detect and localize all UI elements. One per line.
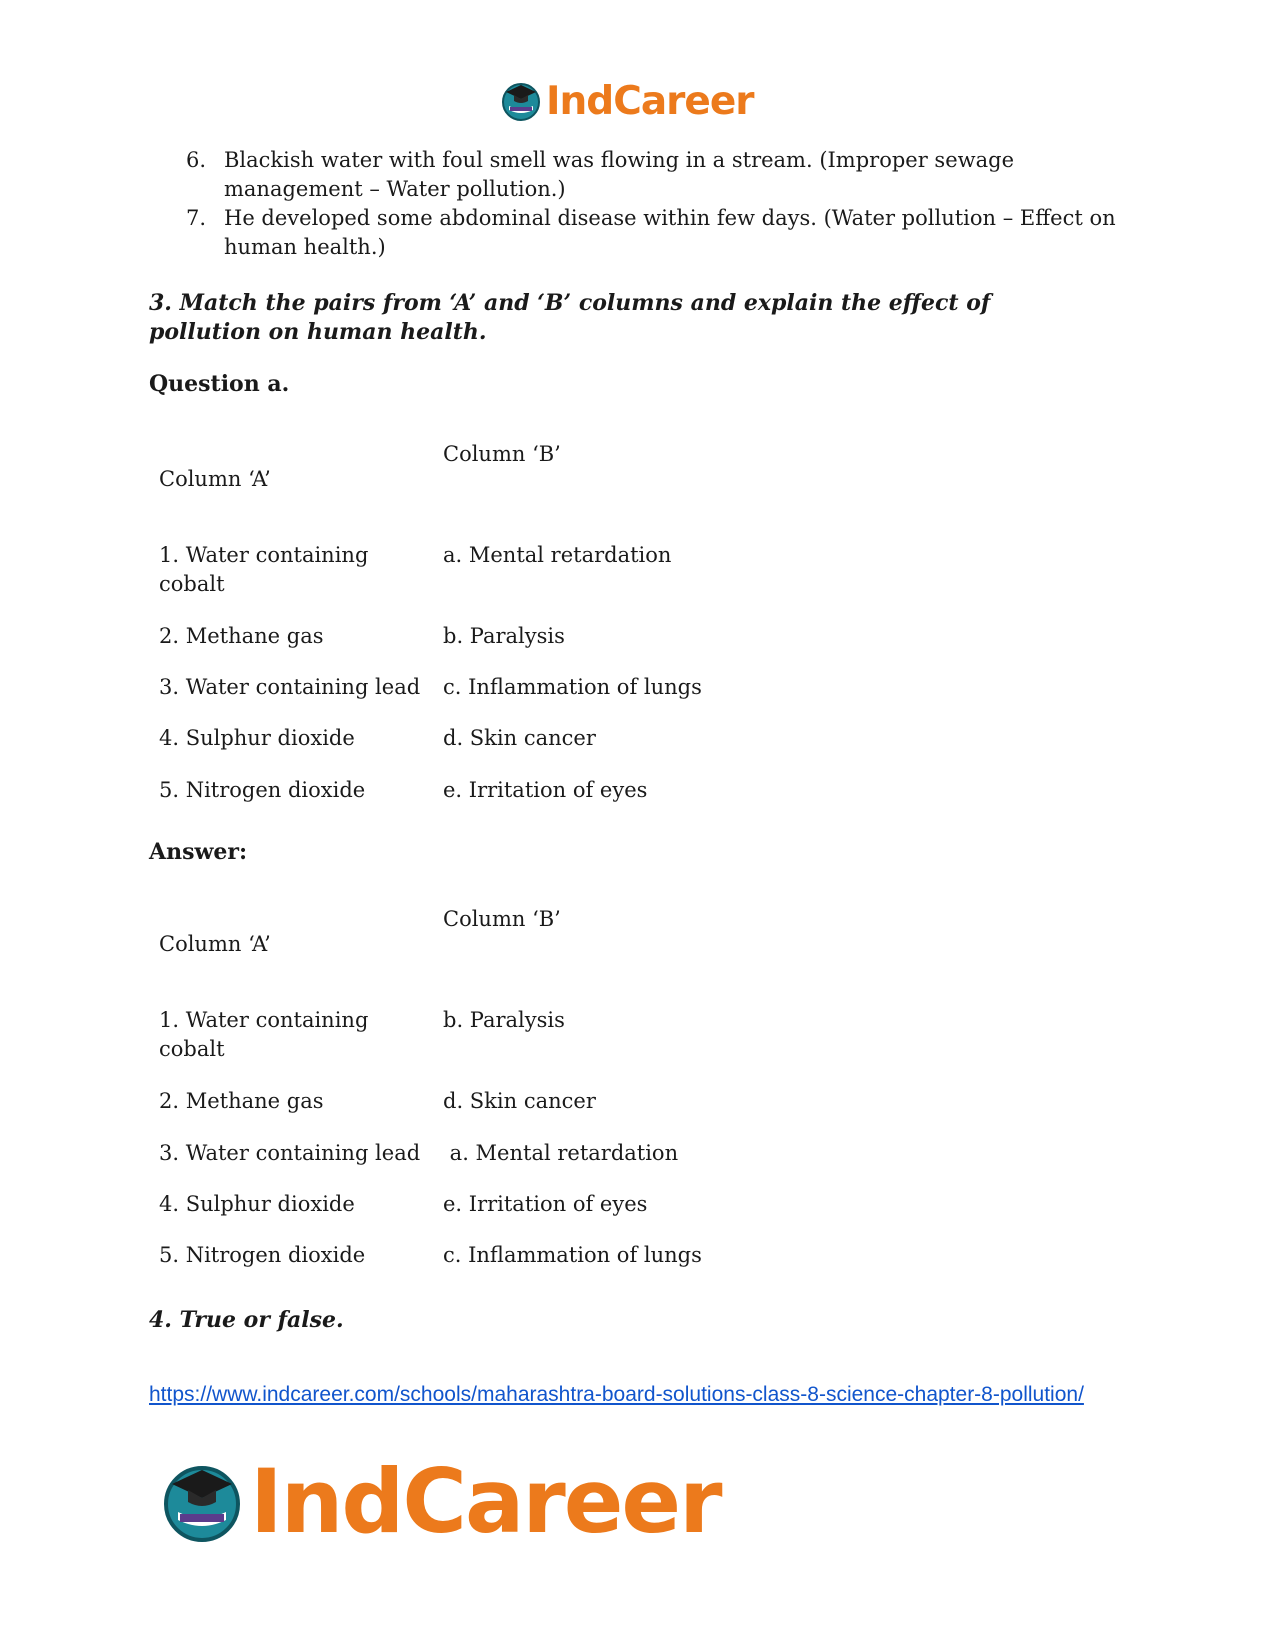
table-cell: 3. Water containing lead	[159, 675, 421, 699]
table-cell: 5. Nitrogen dioxide	[159, 778, 366, 802]
table-cell: 4. Sulphur dioxide	[159, 1192, 355, 1216]
column-b-header: Column ‘B’	[443, 442, 561, 466]
table-cell: c. Inflammation of lungs	[443, 1243, 702, 1267]
column-b-header: Column ‘B’	[443, 907, 561, 931]
table-cell: b. Paralysis	[443, 1008, 565, 1032]
numbered-list	[186, 146, 1146, 262]
table-cell: d. Skin cancer	[443, 726, 596, 750]
logo-wordmark: IndCareer	[546, 78, 754, 124]
footer-link[interactable]: https://www.indcareer.com/schools/maharashtra-board-solutions-class-8-science-chapter-8-pollution/	[149, 1383, 1084, 1406]
list-item: 6. Blackish water with foul smell was flowing in a stream. (Improper sewage management – Water pollution.)	[186, 148, 1015, 201]
logo-wordmark: IndCareer	[250, 1450, 721, 1553]
section-3-heading: 3. Match the pairs from ‘A’ and ‘B’ columns and explain the effect of pollution on human health.	[149, 290, 991, 345]
graduation-globe-icon	[160, 1460, 244, 1544]
question-label: Question a.	[149, 371, 290, 397]
section-4-heading: 4. True or false.	[149, 1307, 344, 1333]
table-cell: 5. Nitrogen dioxide	[159, 1243, 366, 1267]
table-cell: 4. Sulphur dioxide	[159, 726, 355, 750]
list-item: 7. He developed some abdominal disease within few days. (Water pollution – Effect on human health.)	[186, 206, 1116, 259]
table-cell: a. Mental retardation	[443, 1141, 679, 1165]
table-cell: 2. Methane gas	[159, 624, 324, 648]
table-cell: e. Irritation of eyes	[443, 778, 648, 802]
table-cell: a. Mental retardation	[443, 543, 672, 567]
table-cell: 2. Methane gas	[159, 1089, 324, 1113]
table-cell: c. Inflammation of lungs	[443, 675, 702, 699]
graduation-globe-icon	[500, 80, 542, 122]
table-cell: 1. Water containing cobalt	[159, 543, 369, 596]
table-cell: e. Irritation of eyes	[443, 1192, 648, 1216]
column-a-header: Column ‘A’	[159, 932, 271, 956]
table-cell: d. Skin cancer	[443, 1089, 596, 1113]
footer-logo	[160, 1450, 721, 1553]
answer-label: Answer:	[149, 839, 248, 865]
table-cell: 1. Water containing cobalt	[159, 1008, 369, 1061]
table-cell: 3. Water containing lead	[159, 1141, 421, 1165]
header-logo	[500, 80, 754, 122]
column-a-header: Column ‘A’	[159, 467, 271, 491]
table-cell: b. Paralysis	[443, 624, 565, 648]
